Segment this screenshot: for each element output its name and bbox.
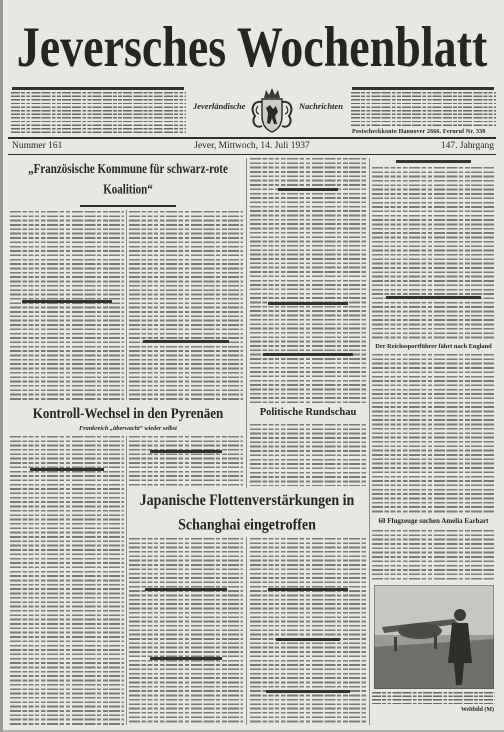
section-subheading [263,353,353,356]
column-rule [246,158,247,488]
photo-credit: Weltbild (M) [460,707,494,713]
section-subheading [396,160,471,163]
article-body-text [129,211,243,400]
article-body-text [372,167,495,339]
article-body-text [372,354,495,514]
headline-kommune [12,160,244,201]
headline-line: Japanische Flottenverstärkungen in [139,492,355,510]
masthead-right-word: Nachrichten [299,101,343,111]
subheading-kommune [80,205,176,207]
section-subheading [145,588,227,591]
column-rule [246,537,247,725]
masthead-right-box-heading [352,87,494,90]
section-subheading [276,638,340,641]
section-subheading [268,302,348,305]
issue-number: Nummer 161 [12,141,63,151]
section-subheading [278,188,338,191]
headline-schanghai [128,489,366,537]
section-subheading [266,690,350,693]
masthead-left-word: Jeverländische [193,101,246,111]
section-subheading [386,296,481,299]
issue-date: Jever, Mittwoch, 14. Juli 1937 [194,141,310,151]
headline-reichssportfuehrer: Der Reichssportführer fährt nach England [375,343,492,350]
news-photo [374,585,494,689]
article-body-text [372,530,495,582]
article-body-text [250,424,366,486]
dateline-bottom-rule [8,154,496,155]
article-body-text [10,211,124,400]
article-body-text [129,538,243,725]
issue-volume: 147. Jahrgang [440,141,494,151]
column-rule [126,210,127,400]
dateline-top-rule [8,137,496,139]
section-subheading [150,450,222,453]
article-body-text [250,158,366,403]
headline-line: Koalition“ [103,182,153,198]
headline-rundschau: Politische Rundschau [259,407,357,418]
coat-of-arms-icon [249,86,295,134]
article-body-text [10,436,124,725]
section-subheading [30,468,104,471]
section-subheading [268,588,348,591]
masthead-title: Jeversches Wochenblatt [16,14,488,79]
masthead-footer: Postscheckkonto Hannover 2666. Fernruf Nr. 338 [352,129,486,135]
masthead-right-box-text [351,92,496,127]
masthead-left-box-text [11,92,186,135]
masthead-left-box-heading [12,87,184,90]
headline-line: „Französische Kommune für schwarz-rote [28,162,228,177]
section-subheading [150,657,222,660]
headline-pyrenaeen: Kontroll-Wechsel in den Pyrenäen [32,404,224,422]
headline-earhart: 60 Flugzeuge suchen Amelia Earhart [378,517,489,525]
photo-caption-text [372,692,495,704]
column-rule [369,158,370,725]
headline-line: Schanghai eingetroffen [178,516,316,534]
column-rule [126,436,127,725]
article-body-text [250,538,366,725]
section-subheading [22,300,112,303]
section-subheading [143,340,229,343]
subheadline-pyrenaeen: Frankreich „überwacht“ wieder selbst [79,425,177,432]
article-body-text [129,436,243,486]
